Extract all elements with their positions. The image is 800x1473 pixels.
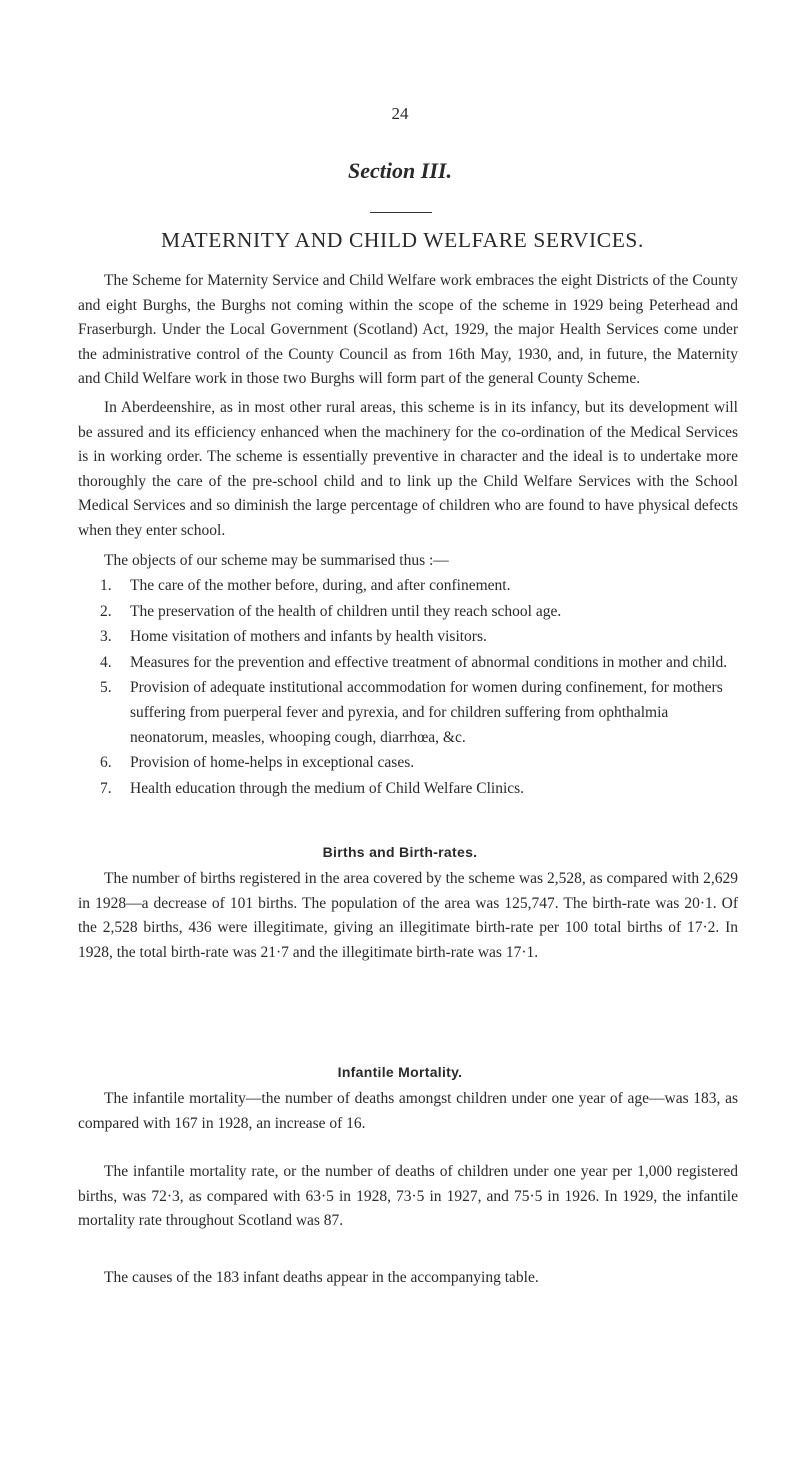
list-item-text: The care of the mother before, during, and after confinement. — [130, 577, 511, 594]
list-item-text: Home visitation of mothers and infants by health visitors. — [130, 628, 487, 646]
infantile-paragraph-3: The causes of the 183 infant deaths appear in the accompanying table. — [104, 1269, 539, 1286]
objects-list — [78, 574, 738, 802]
list-item-number: 1. — [100, 577, 112, 594]
births-paragraph-block — [78, 867, 738, 978]
list-item-text: Provision of adequate institutional accommodation for women during confinement, for mothers suffering from puerperal fever and pyrexia, and for children suffering from ophthalmia neonatorum, measles, whooping cough, diarrhœa, &c. — [130, 679, 723, 746]
infantile-paragraph-1: The infantile mortality—the number of deaths amongst children under one year of age—was 183, as compared with 167 in 1928, an increase of 16. — [78, 1090, 738, 1132]
section-title: Section III. — [348, 158, 452, 183]
list-item — [78, 574, 738, 599]
list-item — [78, 651, 738, 676]
infantile-paragraph-3-block — [78, 1266, 738, 1304]
page-number: 24 — [391, 104, 409, 123]
list-item-text: Provision of home-helps in exceptional cases. — [130, 754, 415, 772]
list-item — [78, 777, 738, 802]
list-item-text: Health education through the medium of Child Welfare Clinics. — [130, 779, 525, 797]
main-heading: MATERNITY AND CHILD WELFARE SERVICES. — [161, 228, 644, 252]
intro-paragraph-block — [78, 269, 738, 405]
development-paragraph-block — [78, 396, 738, 557]
infantile-paragraph-1-block — [78, 1087, 738, 1149]
list-item-text: The preservation of the health of children until they reach school age. — [130, 602, 562, 620]
list-item — [78, 751, 738, 776]
title-divider — [370, 212, 432, 213]
list-item — [78, 676, 738, 750]
list-item — [78, 600, 738, 625]
list-item-number: 7. — [100, 779, 112, 797]
list-item — [78, 625, 738, 650]
infantile-mortality-heading: Infantile Mortality. — [337, 1064, 463, 1080]
list-item-number: 3. — [100, 628, 112, 646]
infantile-paragraph-2-block — [78, 1160, 738, 1247]
list-item-number: 2. — [100, 602, 112, 620]
list-item-number: 4. — [100, 653, 112, 671]
list-item-number: 6. — [100, 754, 112, 772]
births-paragraph: The number of births registered in the area covered by the scheme was 2,528, as compared with 2,629 in 1928—a decrease of 101 births. The population of the area was 125,747. The birth-rate was 20·1. Of the 2,528 births, 436 were illegitimate, giving an illegitimate birth-rate per 100 total births of 17·2. In 1928, the total birth-rate was 21·7 and the illegitimate birth-rate was 17·1. — [78, 870, 738, 961]
objects-intro-paragraph: The objects of our scheme may be summarised thus :— — [104, 552, 449, 569]
development-paragraph: In Aberdeenshire, as in most other rural areas, this scheme is in its infancy, but its development will be assured and its efficiency enhanced when the machinery for the co-ordination of the Medical Services is in working order. The scheme is essentially preventive in character and the ideal is to undertake more thoroughly the care of the pre-school child and to link up the Child Welfare Services with the School Medical Services and so diminish the large percentage of children who are found to have physical defects when they enter school. — [78, 399, 738, 539]
list-item-text: Measures for the prevention and effective treatment of abnormal conditions in mother and child. — [130, 653, 728, 671]
list-item-number: 5. — [100, 679, 112, 697]
infantile-paragraph-2: The infantile mortality rate, or the number of deaths of children under one year per 1,000 registered births, was 72·3, as compared with 63·5 in 1928, 73·5 in 1927, and 75·5 in 1926. In 1929, the infantile mortality rate throughout Scotland was 87. — [78, 1163, 738, 1230]
intro-paragraph: The Scheme for Maternity Service and Child Welfare work embraces the eight Districts of the County and eight Burghs, the Burghs not coming within the scope of the scheme in 1929 being Peterhead and Fraserburgh. Under the Local Government (Scotland) Act, 1929, the major Health Services come under the administrative control of the County Council as from 16th May, 1930, and, in future, the Maternity and Child Welfare work in those two Burghs will form part of the general County Scheme. — [78, 272, 738, 388]
births-heading: Births and Birth-rates. — [322, 844, 478, 860]
